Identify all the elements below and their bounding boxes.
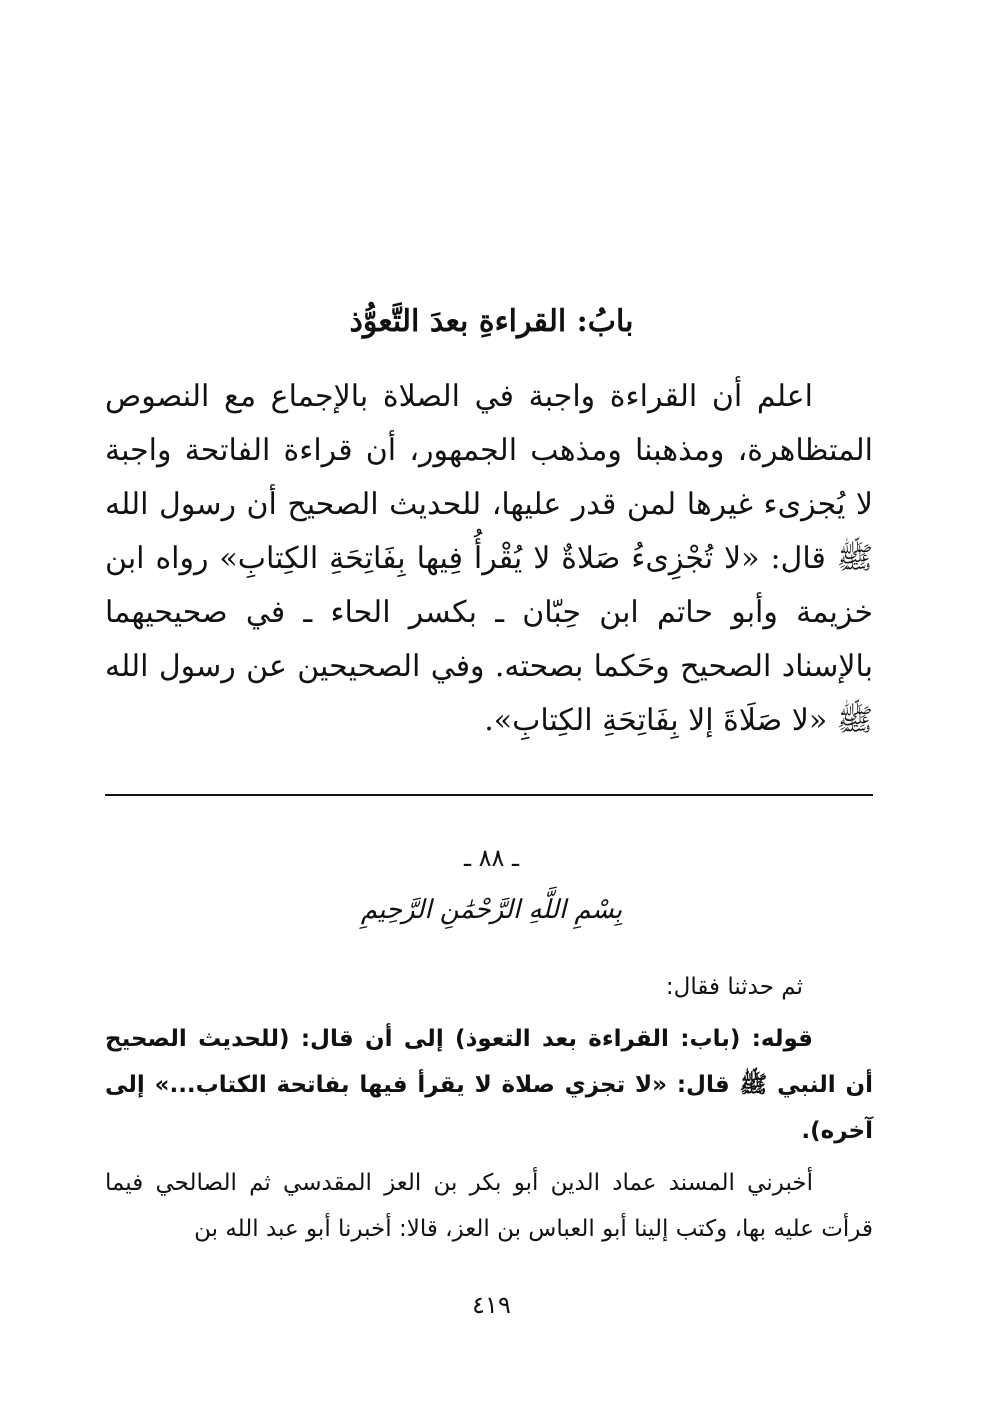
section-number: ـ ٨٨ ـ bbox=[463, 844, 520, 872]
commentary-quote: قوله: (باب: القراءة بعد التعوذ) إلى أن قال: (للحديث الصحيح أن النبي ﷺ قال: «لا تجزي صلاة لا يقرأ فيها بفاتحة الكتاب...» إلى آخره). bbox=[105, 1026, 873, 1144]
page-number: ٤١٩ bbox=[472, 1291, 511, 1319]
basmala: بِسْمِ اللَّهِ الرَّحْمَٰنِ الرَّحِيمِ bbox=[360, 895, 623, 925]
commentary-block bbox=[105, 964, 873, 1258]
commentary-chain: أخبرني المسند عماد الدين أبو بكر بن العز المقدسي ثم الصالحي فيما قرأت عليه بها، وكتب إلينا أبو العباس بن العز، قالا: أخبرنا أبو عبد الله بن bbox=[105, 1170, 873, 1242]
chapter-heading: بابُ: القراءةِ بعدَ التَّعوُّذ bbox=[349, 304, 634, 339]
main-text-block bbox=[105, 370, 873, 748]
commentary-intro: ثم حدثنا فقال: bbox=[665, 974, 803, 1000]
main-paragraph: اعلم أن القراءة واجبة في الصلاة بالإجماع مع النصوص المتظاهرة، ومذهبنا ومذهب الجمهور، أن قراءة الفاتحة واجبة لا يُجزىء غيرها لمن قدر عليها، للحديث الصحيح أن رسول الله ﷺ قال: «لا تُجْزِىءُ صَلاةٌ لا يُقْرأُ فِيها بِفَاتِحَةِ الكِتابِ» رواه ابن خزيمة وأبو حاتم ابن حِبّان ـ بكسر الحاء ـ في صحيحيهما بالإسناد الصحيح وحَكما بصحته. وفي الصحيحين عن رسول الله ﷺ «لا صَلَاةَ إلا بِفَاتِحَةِ الكِتابِ». bbox=[105, 379, 873, 738]
footnote-divider bbox=[105, 794, 873, 796]
